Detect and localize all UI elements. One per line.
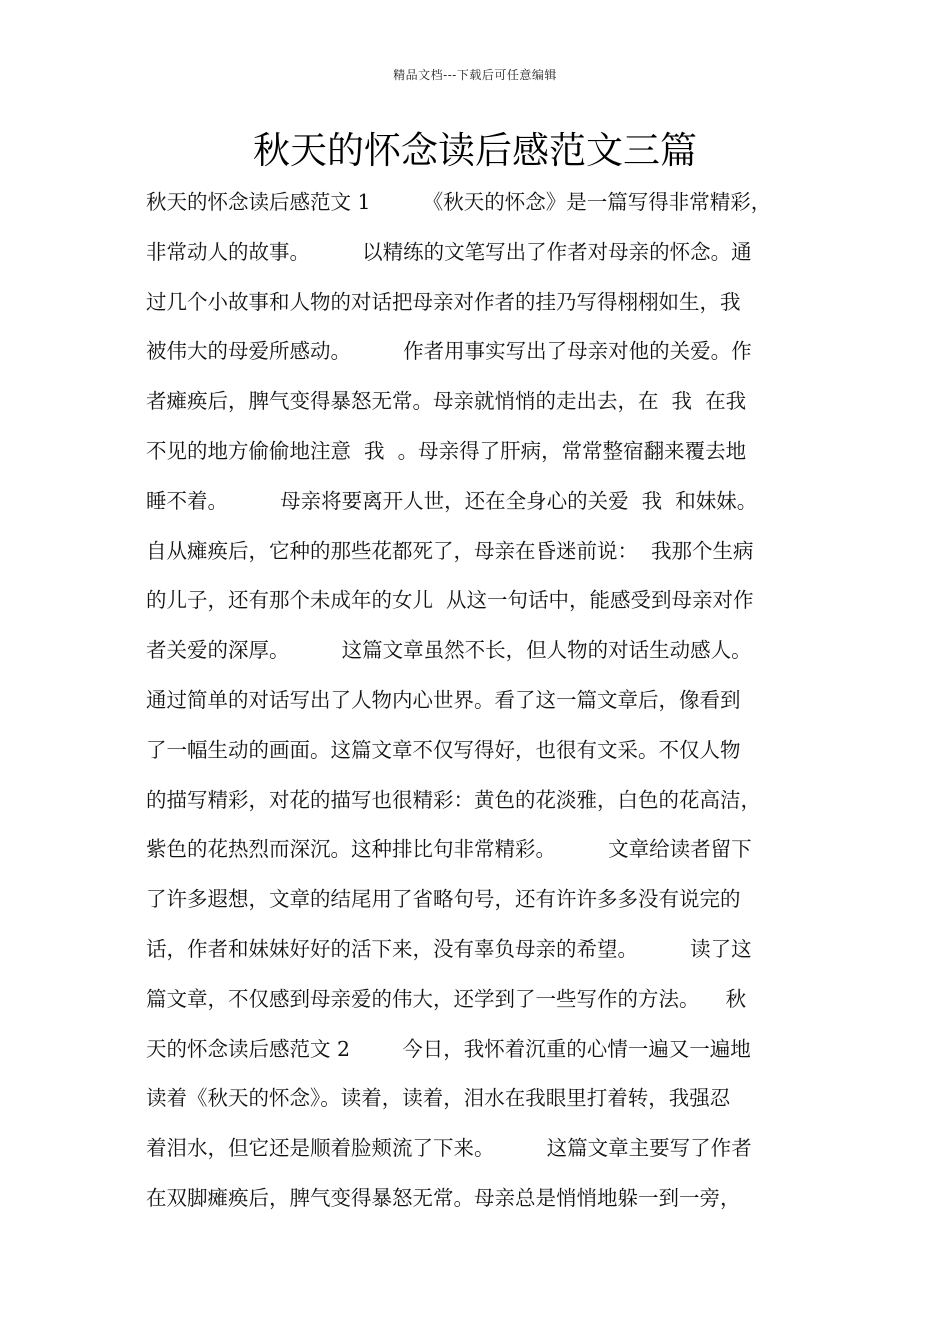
body-line: 不见的地方偷偷地注意 我 。母亲得了肝病，常常整宿翻来覆去地 — [146, 438, 747, 463]
body-line: 者关爱的深厚。 这篇文章虽然不长，但人物的对话生动感人。 — [146, 638, 752, 663]
body-line: 被伟大的母爱所感动。 作者用事实写出了母亲对他的关爱。作 — [146, 339, 752, 364]
body-line: 了一幅生动的画面。这篇文章不仅写得好，也很有文采。不仅人物 — [146, 737, 741, 762]
document-title: 秋天的怀念读后感范文三篇 — [253, 129, 697, 172]
body-line: 话，作者和妹妹好好的活下来，没有辜负母亲的希望。 读了这 — [146, 936, 752, 961]
body-line: 的描写精彩，对花的描写也很精彩：黄色的花淡雅，白色的花高洁， — [146, 787, 761, 812]
body-line: 自从瘫痪后，它种的那些花都死了，母亲在昏迷前说： 我那个生病 — [146, 538, 754, 563]
document-body — [146, 178, 836, 1224]
body-line: 天的怀念读后感范文 2 今日，我怀着沉重的心情一遍又一遍地 — [146, 1036, 751, 1061]
body-line: 读着《秋天的怀念》。读着，读着，泪水在我眼里打着转，我强忍 — [146, 1086, 731, 1111]
body-line: 通过简单的对话写出了人物内心世界。看了这一篇文章后，像看到 — [146, 687, 741, 712]
body-line: 了许多遐想，文章的结尾用了省略句号，还有许许多多没有说完的 — [146, 887, 741, 912]
body-line: 在双脚瘫痪后，脾气变得暴怒无常。母亲总是悄悄地躲一到一旁， — [146, 1185, 741, 1210]
body-line: 的儿子，还有那个未成年的女儿 从这一句话中，能感受到母亲对作 — [146, 588, 754, 613]
body-line: 睡不着。 母亲将要离开人世，还在全身心的关爱 我 和妹妹。 — [146, 488, 758, 513]
body-line: 非常动人的故事。 以精练的文笔写出了作者对母亲的怀念。通 — [146, 239, 752, 264]
body-line: 着泪水，但它还是顺着脸颊流了下来。 这篇文章主要写了作者 — [146, 1136, 752, 1161]
body-line: 过几个小故事和人物的对话把母亲对作者的挂乃写得栩栩如生，我 — [146, 289, 741, 314]
body-line: 秋天的怀念读后感范文 1 《秋天的怀念》是一篇写得非常精彩， — [146, 190, 772, 214]
body-line: 者瘫痪后，脾气变得暴怒无常。母亲就悄悄的走出去，在 我 在我 — [146, 389, 747, 414]
body-line: 篇文章，不仅感到母亲爱的伟大，还学到了一些写作的方法。 秋 — [146, 986, 747, 1011]
header-note: 精品文档---下载后可任意编辑 — [393, 68, 557, 82]
body-line: 紫色的花热烈而深沉。这种排比句非常精彩。 文章给读者留下 — [146, 837, 752, 862]
